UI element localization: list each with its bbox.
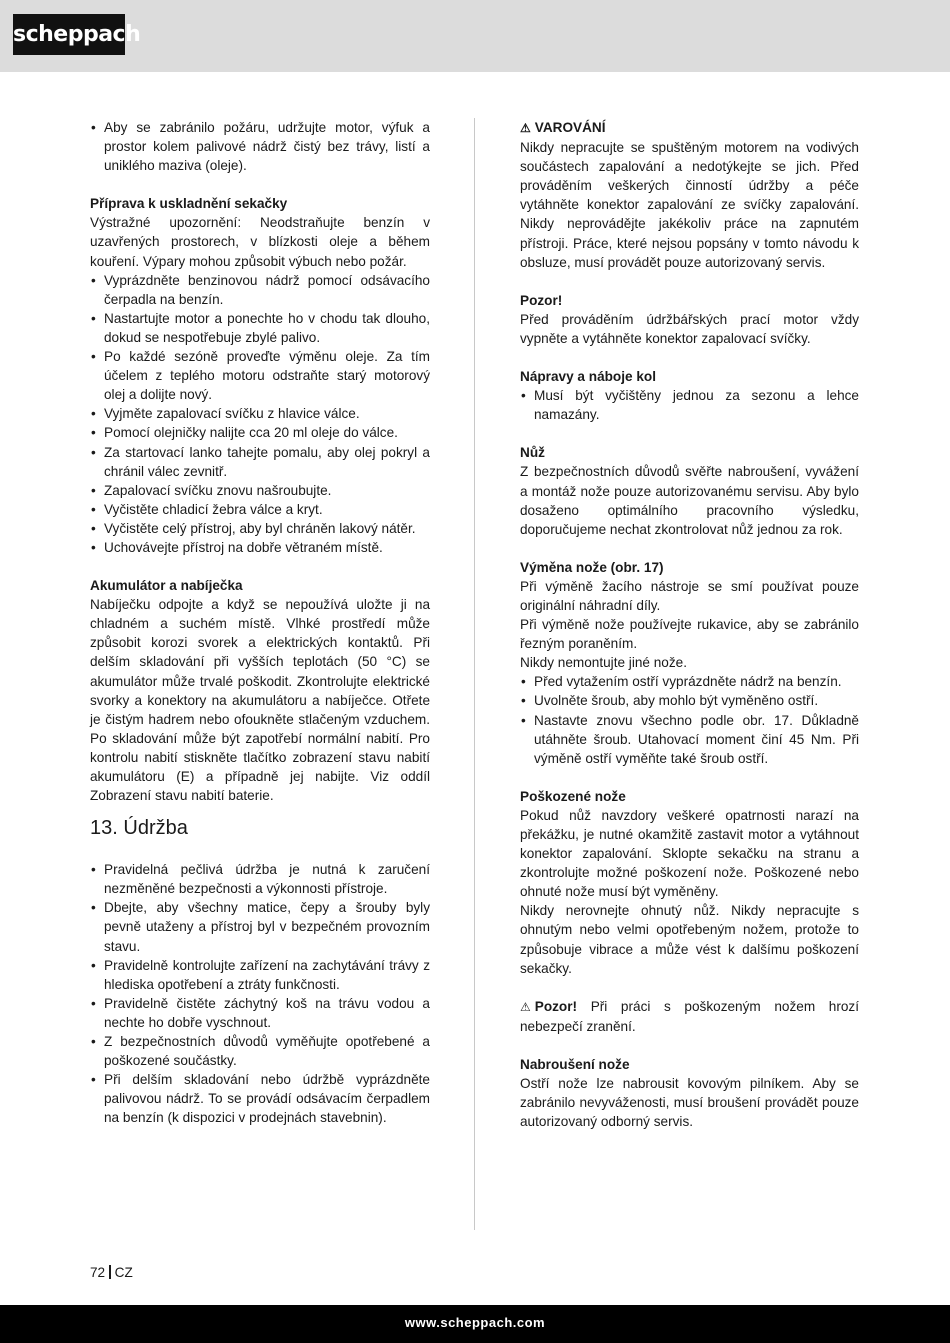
battery-text: Nabíječku odpojte a když se nepoužívá uložte ji na chladném a suchém místě. Vlhké prostředí může způsobit korozi svorek a elektrických kontaktů. Při delším skladování při vyšších teplotách (50 °C) se akumulátor může trvalé poškodit. Zkontrolujte elektrické svorky a konektory na akumulátoru a nabíječce. Otřete je čistým hadrem nebo ofoukněte stlačeným vzduchem. Po skladování může být zapotřebí normální nabití. Pro kontrolu nabití stiskněte tlačítko zobrazení stavu nabití akumulátoru (E) a případně jej nabijte. Viz oddíl Zobrazení stavu nabití baterie. [90,597,430,804]
list-item: • Za startovací lanko tahejte pomalu, aby olej pokryl a chránil válec zevnitř. [90,443,430,481]
warning-heading [520,118,859,138]
damaged-heading: Poškozené nože [520,788,626,804]
axles-bullet-list [520,386,859,424]
list-item: • Nastavte znovu všechno podle obr. 17. Důkladně utáhněte šroub. Utahovací moment činí 45 Nm. Při výměně ostří vyměňte také šroub ostří. [520,711,859,768]
intro-bullet-list [90,118,430,175]
scheppach-logo: scheppach [13,14,125,55]
list-item: • Pravidelná pečlivá údržba je nutná k zaručení nezměněné bezpečnosti a výkonnosti přístroje. [90,860,430,898]
list-item: • Po každé sezóně proveďte výměnu oleje. Za tím účelem z teplého motoru odstraňte starý motorový olej a dolijte nový. [90,347,430,404]
page-footer [0,1305,950,1343]
list-item: • Zapalovací svíčku znovu našroubujte. [90,481,430,500]
page-number [90,1265,133,1280]
storage-bullet-list [90,271,430,557]
knife-text: Z bezpečnostních důvodů svěřte nabroušení, vyvážení a montáž nože pouze autorizovanému servisu. Aby bylo dosaženo optimálního pracovního výsledku, doporučujeme nechat zkontrolovat nůž jednou za rok. [520,464,859,537]
sharpen-heading: Nabroušení nože [520,1056,630,1072]
left-column [90,118,430,1128]
list-item: • Z bezpečnostních důvodů vyměňujte opotřebené a poškozené součástky. [90,1032,430,1070]
damaged-text: Pokud nůž navzdory veškeré opatrnosti narazí na překážku, je nutné okamžitě zastavit motor a vytáhnout konektor zapalování. Sklopte sekačku na stranu a zkontrolujte možné poškození nože. Poškozené nebo ohnuté nože musí být vyměněny. [520,807,859,900]
list-item: • Dbejte, aby všechny matice, čepy a šrouby byly pevně utaženy a přístroj byl v bezpečném provozním stavu. [90,898,430,955]
knife-change-line: Při výměně nože používejte rukavice, aby se zabránilo řezným poraněním. [520,617,859,652]
list-item: • Pravidelně kontrolujte zařízení na zachytávání trávy z hlediska opotřebení a ztráty funkčnosti. [90,956,430,994]
warning-triangle-icon: ⚠ [520,121,531,135]
list-item: • Musí být vyčištěny jednou za sezonu a lehce namazány. [520,386,859,424]
list-item: • Vyjměte zapalovací svíčku z hlavice válce. [90,404,430,423]
knife-change-heading: Výměna nože (obr. 17) [520,559,664,575]
warning-text: Nikdy nepracujte se spuštěným motorem na vodivých součástech zapalování a nedotýkejte se jich. Před prováděním veškerých činností údržby a péče vytáhněte konektor zapalování ze svíčky zapalování. Nikdy neprovádějte jakékoliv práce na zapnutém přístroji. Práce, které nejsou popsány v tomto návodu k obsluze, musí provádět pouze autorizovaný servis. [520,140,859,270]
list-item: • Při delším skladování nebo údržbě vyprázdněte palivovou nádrž. To se provádí odsávacím čerpadlem na benzín (k dispozici v prodejnách stavebnin). [90,1070,430,1127]
knife-change-line: Při výměně žacího nástroje se smí používat pouze originální náhradní díly. [520,578,859,613]
list-item: • Vyprázdněte benzinovou nádrž pomocí odsávacího čerpadla na benzín. [90,271,430,309]
page-header [0,0,950,72]
list-item: • Pravidelně čistěte záchytný koš na trávu vodou a nechte ho dobře vyschnout. [90,994,430,1032]
damaged-text: Nikdy nerovnejte ohnutý nůž. Nikdy nepracujte s ohnutým nebo velmi opotřebeným nožem, protože to způsobuje vibrace a může vést k dalšímu poškození sekačky. [520,903,859,976]
column-divider [474,118,475,1230]
website-link[interactable]: www.scheppach.com [404,1315,546,1330]
list-item: • Uchovávejte přístroj na dobře větraném místě. [90,538,430,557]
page-number-value: 72 [90,1265,106,1280]
knife-change-line: Nikdy nemontujte jiné nože. [520,655,687,671]
caution2-text: Při práci s poškozeným nožem hrozí nebezpečí zranění. [520,998,859,1034]
maintenance-bullet-list [90,860,430,1127]
knife-heading: Nůž [520,445,545,461]
caution-heading: Pozor! [520,292,563,308]
axles-heading: Nápravy a náboje kol [520,369,656,385]
list-item: • Vyčistěte chladicí žebra válce a kryt. [90,500,430,519]
caution2-title: Pozor! [534,998,578,1014]
list-item: • Nastartujte motor a ponechte ho v chodu tak dlouho, dokud se nespotřebuje zbylé palivo. [90,309,430,347]
list-item: • Před vytažením ostří vyprázdněte nádrž na benzín. [520,672,859,691]
page-separator [109,1265,111,1279]
section-name: Údržba [123,817,188,840]
section-number: 13. [90,817,118,840]
storage-text: Výstražné upozornění: Neodstraňujte benzín v uzavřených prostorech, v blízkosti oleje a během kouření. Výpary mohou způsobit výbuch nebo požár. [90,215,430,269]
battery-heading: Akumulátor a nabíječka [90,578,243,594]
warning-title: VAROVÁNÍ [534,120,606,135]
knife-change-bullet-list [520,672,859,767]
warning-triangle-icon: ⚠ [520,999,531,1014]
list-item: • Uvolněte šroub, aby mohlo být vyměněno ostří. [520,691,859,710]
sharpen-text: Ostří nože lze nabrousit kovovým pilníkem. Aby se zabránilo nevyváženosti, musí broušení provádět pouze autorizovaný odborný servis. [520,1076,859,1130]
list-item: • Vyčistěte celý přístroj, aby byl chráněn lakový nátěr. [90,519,430,538]
language-code: CZ [114,1265,133,1280]
right-column [520,118,859,1131]
list-item: • Aby se zabránilo požáru, udržujte motor, výfuk a prostor kolem palivové nádrž čistý bez trávy, listí a uniklého maziva (oleje). [90,118,430,175]
section-title [90,816,430,840]
list-item: • Pomocí olejničky nalijte cca 20 ml oleje do válce. [90,423,430,442]
storage-heading: Příprava k uskladnění sekačky [90,196,288,212]
caution2-paragraph [520,997,859,1036]
caution-text: Před prováděním údržbářských prací motor vždy vypněte a vytáhněte konektor zapalovací svíčky. [520,311,859,346]
